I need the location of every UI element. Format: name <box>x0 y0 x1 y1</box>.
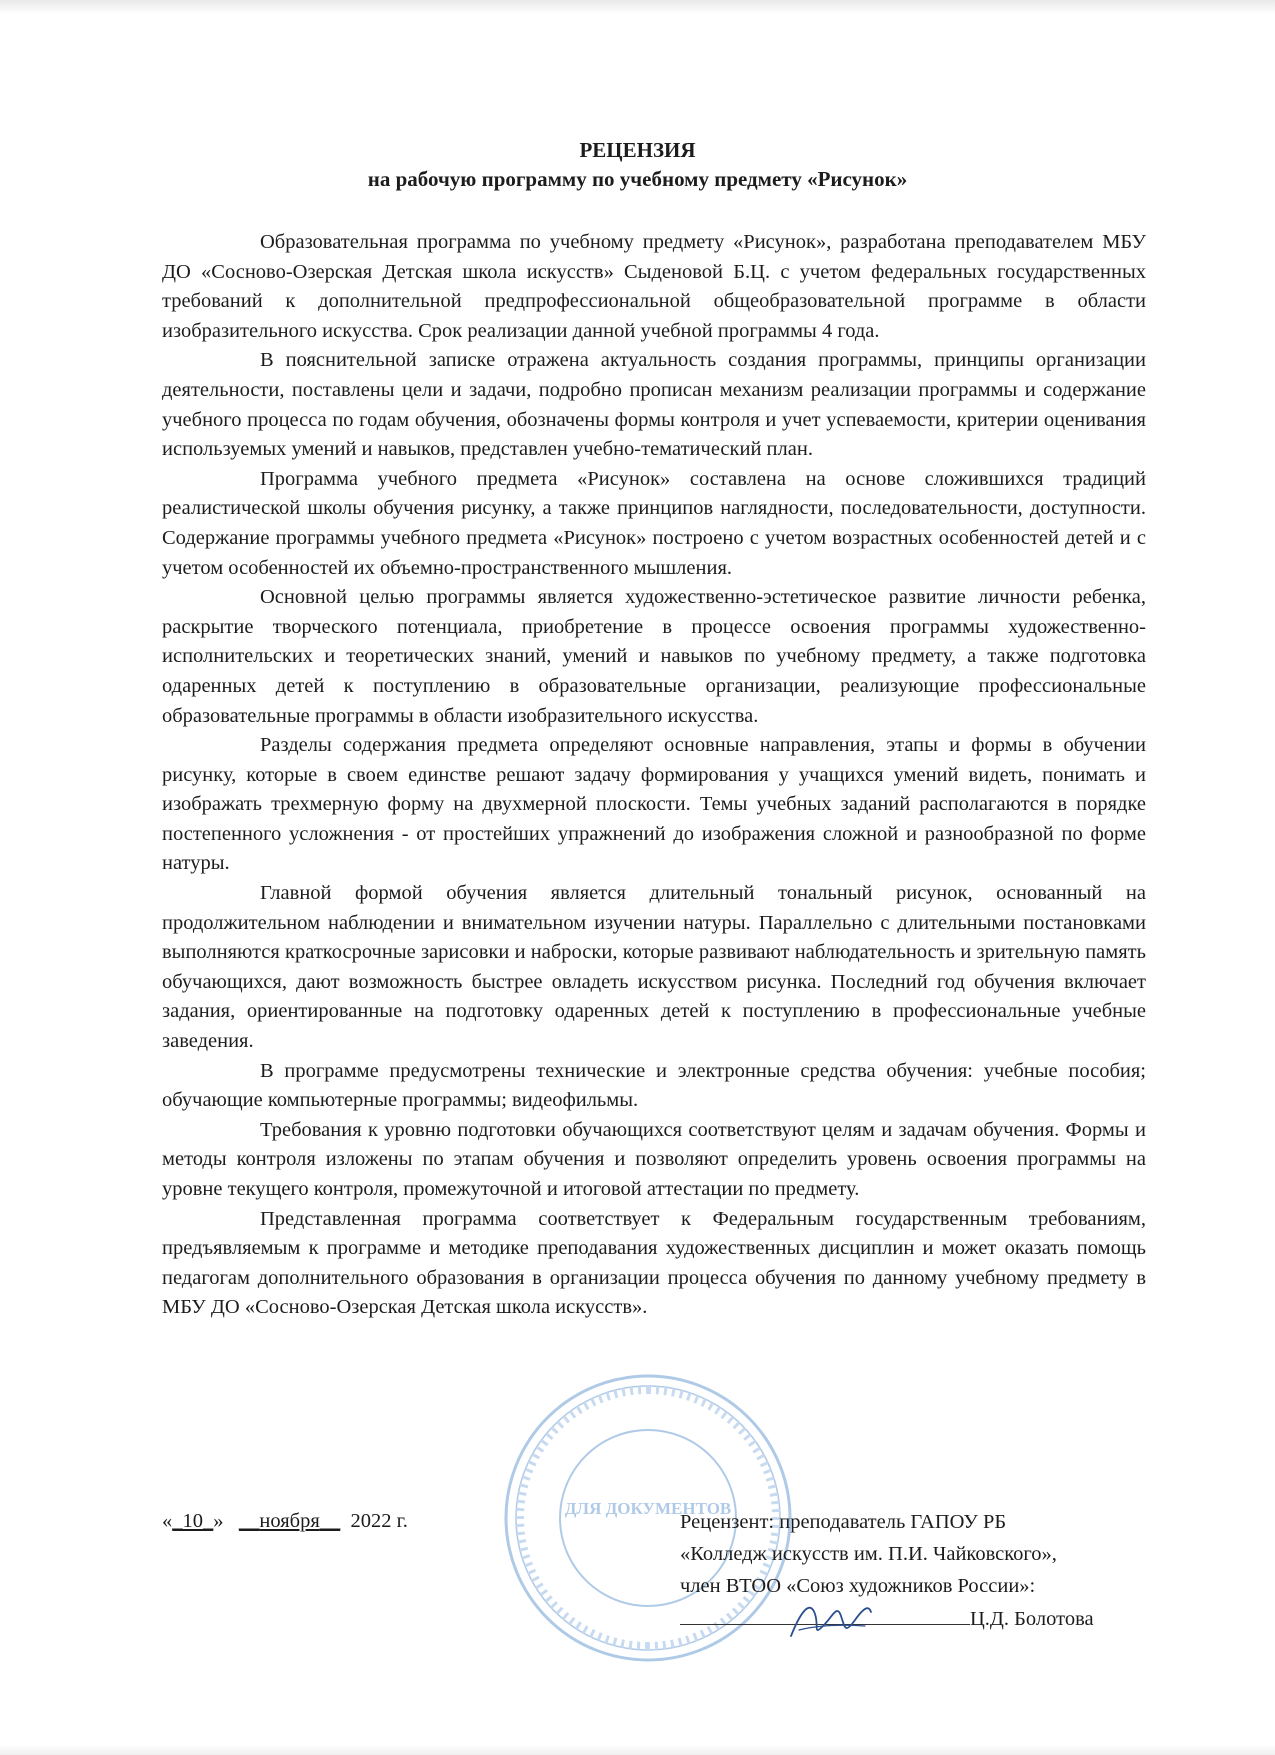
reviewer-line: член ВТОО «Союз художников России»: <box>680 1575 1036 1597</box>
paragraph: В пояснительной записке отражена актуальность создания программы, принципы организации деятельности, поставлены цели и задачи, подробно прописан механизм реализации программы и содержание учебного процесса по годам обучения, обозначены формы контроля и учет успеваемости, критерии оценивания используемых умений и навыков, представлен учебно-тематический план. <box>162 349 1146 461</box>
paragraph: Главной формой обучения является длительный тональный рисунок, основанный на продолжительном наблюдении и внимательном изучении натуры. Параллельно с длительными постановками выполняются краткосрочные зарисовки и наброски, которые развивают наблюдательность и зрительную память обучающихся, дают возможность быстрее овладеть искусством рисунка. Последний год обучения включает задания, ориентированные на подготовку одаренных детей к поступлению в профессиональные учебные заведения. <box>162 882 1146 1053</box>
paragraph: Программа учебного предмета «Рисунок» составлена на основе сложившихся традиций реалистической школы обучения рисунку, а также принципов наглядности, последовательности, доступности. Содержание программы учебного предмета «Рисунок» построено с учетом возрастных особенностей детей и с учетом особенностей их объемно-пространственного мышления. <box>162 467 1146 579</box>
signature-icon <box>785 1596 875 1644</box>
date-month: __ноября__ <box>238 1510 341 1532</box>
date-year: 2022 г. <box>350 1510 408 1532</box>
reviewer-line: «Колледж искусств им. П.И. Чайковского», <box>680 1543 1057 1565</box>
reviewer-block <box>680 1506 1160 1635</box>
paragraph: Образовательная программа по учебному предмету «Рисунок», разработана преподавателем МБУ ДО «Сосново-Озерская Детская школа искусств» Сыденовой Б.Ц. с учетом федеральных государственных требований к дополнительной предпрофессиональной общеобразовательной программе в области изобразительного искусства. Срок реализации данной учебной программы 4 года. <box>162 231 1146 342</box>
paragraph: Требования к уровню подготовки обучающихся соответствуют целям и задачам обучения. Формы и методы контроля изложены по этапам обучения и позволяют определить уровень освоения программы на уровне текущего контроля, промежуточной и итоговой аттестации по предмету. <box>162 1118 1146 1200</box>
stamp-text: ДЛЯ ДОКУМЕНТОВ <box>564 1499 732 1518</box>
signature-row <box>680 1602 1160 1635</box>
paragraph: Представленная программа соответствует к Федеральным государственным требованиям, предъявляемым к программе и методике преподавания художественных дисциплин и может оказать помощь педагогам дополнительного образования в организации процесса обучения по данному учебному предмету в МБУ ДО «Сосново-Озерская Детская школа искусств». <box>162 1207 1146 1319</box>
document-title: РЕЦЕНЗИЯ <box>579 138 696 162</box>
date-block <box>162 1506 408 1536</box>
document-subtitle: на рабочую программу по учебному предмету «Рисунок» <box>367 167 908 191</box>
paragraph: В программе предусмотрены технические и электронные средства обучения: учебные пособия; обучающие компьютерные программы; видеофильмы. <box>162 1059 1146 1112</box>
date-day: _10_ <box>172 1510 214 1532</box>
document-body <box>162 228 1146 1323</box>
scan-edge-top <box>0 0 1275 14</box>
date-open-quote: « <box>162 1510 173 1532</box>
paragraph: Разделы содержания предмета определяют основные направления, этапы и формы в обучении рисунку, которые в своем единстве решают задачу формирования у учащихся умений видеть, понимать и изображать трехмерную форму на двухмерной плоскости. Темы учебных заданий располагаются в порядке постепенного усложнения - от простейших упражнений до изображения сложной и разнообразной по форме натуры. <box>162 734 1146 875</box>
reviewer-line: Рецензент: преподаватель ГАПОУ РБ <box>680 1511 1007 1533</box>
paragraph: Основной целью программы является художественно-эстетическое развитие личности ребенка, раскрытие творческого потенциала, приобретение в процессе освоения программы художественно-исполнительских и теоретических знаний, умений и навыков по учебному предмету, а также подготовка одаренных детей к поступлению в образовательные организации, реализующие профессиональные образовательные программы в области изобразительного искусства. <box>162 586 1146 727</box>
reviewer-name: Ц.Д. Болотова <box>970 1608 1094 1630</box>
scan-edge-bottom <box>0 1745 1275 1755</box>
date-close-quote: » <box>213 1510 224 1532</box>
